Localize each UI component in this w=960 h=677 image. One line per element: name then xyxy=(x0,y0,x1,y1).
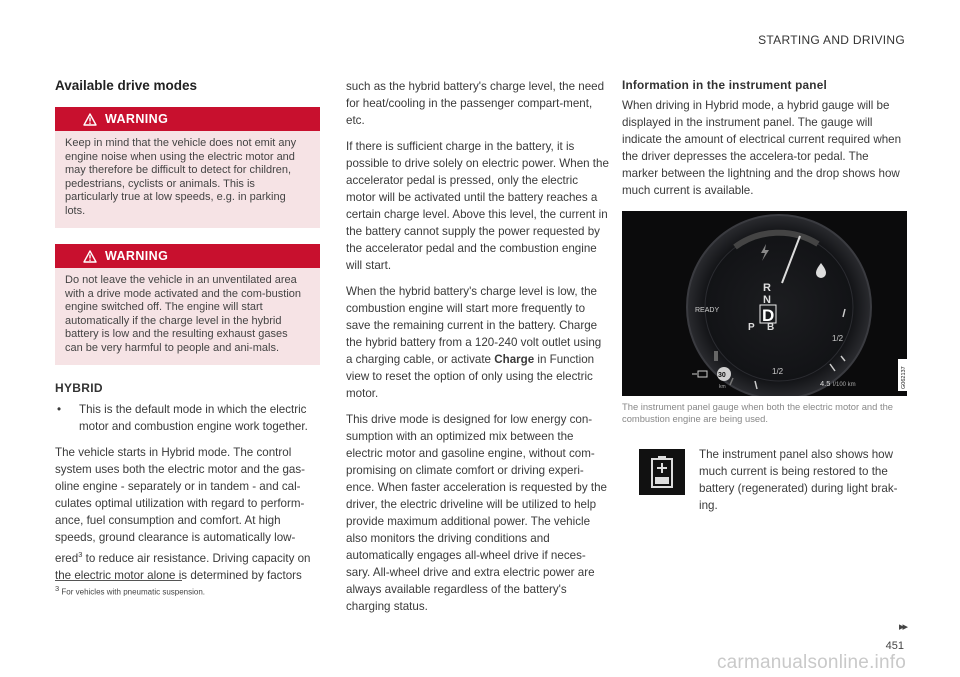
warning-triangle-icon xyxy=(83,250,97,263)
ready-label: READY xyxy=(695,307,720,314)
figure-code: G062137 xyxy=(901,366,907,389)
battery-info-row xyxy=(622,446,907,514)
regen-icon-small xyxy=(692,371,707,377)
speed-value: 30 xyxy=(718,372,726,379)
paragraph-2: If there is sufficient charge in the battery, it is possible to drive solely on electric power. When the accelerator pedal is pressed, only the electric motor will be activated until the battery reaches a certain charge level. Above this level, the current in the battery cannot supply the power requested by the accelerator pedal and the combustion engine will start. xyxy=(346,140,609,272)
hybrid-paragraph-part2: to reduce air resistance. Driving capacity on the electric motor alone is determined by factors xyxy=(55,551,311,582)
next-page-icon[interactable]: ▸▸ xyxy=(898,621,906,633)
paragraph-1: such as the hybrid battery's charge level, the need for heat/cooling in the passenger compart-ment, etc. xyxy=(346,80,605,127)
footnote xyxy=(55,584,205,597)
warning-box-1 xyxy=(55,107,320,228)
gear-n: N xyxy=(763,294,771,306)
warning-triangle-icon xyxy=(83,113,97,126)
instrument-panel-paragraph: When driving in Hybrid mode, a hybrid gauge will be displayed in the instrument panel. The gauge will indicate the amount of electrical current required when the driver depresses the accelera-tor pedal. The marker between the lightning and the drop shows how much current is available. xyxy=(622,99,902,197)
hybrid-heading: HYBRID xyxy=(55,381,103,395)
paragraph-3 xyxy=(346,283,609,402)
speed-unit: km xyxy=(719,384,726,390)
watermark: carmanualsonline.info xyxy=(716,652,906,673)
footnote-divider xyxy=(55,580,182,581)
column-left xyxy=(55,78,320,593)
consumption-unit: l/100 km xyxy=(833,382,856,388)
paragraph-3-part2: in Function view to reset the option of only using the electric motor. xyxy=(346,353,595,400)
consumption-value: 4.5 xyxy=(820,379,831,388)
battery-paragraph: The instrument panel also shows how much current is being restored to the battery (regenerated) during light brak-ing. xyxy=(699,448,898,512)
bullet-dot: • xyxy=(57,403,62,416)
page-number: 451 xyxy=(885,640,904,652)
warning-header-1 xyxy=(55,107,320,131)
battery-charge-icon xyxy=(639,449,685,495)
instrument-panel-heading: Information in the instrument panel xyxy=(622,78,827,92)
hybrid-gauge xyxy=(622,211,907,396)
gear-d: D xyxy=(762,306,775,325)
gear-b: B xyxy=(767,322,775,333)
section-header: STARTING AND DRIVING xyxy=(758,33,905,47)
column-right xyxy=(622,78,907,514)
warning-box-2 xyxy=(55,244,320,365)
warning-header-2 xyxy=(55,244,320,268)
hybrid-gauge-image xyxy=(622,211,907,396)
hybrid-paragraph xyxy=(55,444,320,584)
footnote-text: For vehicles with pneumatic suspension. xyxy=(61,587,206,597)
bullet-text: This is the default mode in which the electric motor and combustion engine work together. xyxy=(79,403,308,433)
hybrid-paragraph-part1: The vehicle starts in Hybrid mode. The control system uses both the electric motor and the gas-oline engine - separately or in tandem - and cal-culates optimal utilization with regard to perform-ance, fuel consumption and comfort. At high speeds, ground clearance is automatically low-ered xyxy=(55,446,306,565)
warning-label-1: WARNING xyxy=(105,112,169,126)
footnote-number: 3 xyxy=(55,584,60,593)
half-bottom: 1/2 xyxy=(772,367,784,376)
gear-p: P xyxy=(748,322,755,333)
column-middle xyxy=(346,78,609,624)
gear-r: R xyxy=(763,282,771,294)
warning-text-2: Do not leave the vehicle in an unventilated area with a drive mode activated and the com-bustion engine switched off. The engine will start automatically if the charge level in the hybrid battery is low and the resulting exhaust gases can be very harmful to people and ani-mals. xyxy=(55,268,320,365)
gauge-caption: The instrument panel gauge when both the electric motor and the combustion engine are being used. xyxy=(622,401,894,424)
warning-text-1: Keep in mind that the vehicle does not emit any engine noise when using the electric motor and may therefore be difficult to detect for children, pedestrians, cyclists or animals. This is particularly true at low speeds, e.g. in parking lots. xyxy=(55,131,320,228)
page-title: Available drive modes xyxy=(55,78,198,93)
paragraph-3-part1: When the hybrid battery's charge level is low, the combustion engine will start more frequently to save the remaining current in the battery. Charge the hybrid battery from a 120-240 volt outlet using a charging cable, or activate xyxy=(346,285,602,366)
warning-label-2: WARNING xyxy=(105,249,169,263)
paragraph-4: This drive mode is designed for low energy con-sumption with an optimized mix between the electric motor and gasoline engine, without com-promising on climate comfort or driving experi-ence. When faster acceleration is requested by the driver, the electric driveline will be utilized to help provide maximum additional power. The vehicle also monitors the driving conditions and automatically engages all-wheel drive if neces-sary. All-wheel drive and extra electric power are always available regardless of the battery's charging status. xyxy=(346,413,608,613)
bullet-item xyxy=(55,401,320,435)
footnote-ref[interactable]: 3 xyxy=(78,550,83,559)
half-right: 1/2 xyxy=(832,334,844,343)
charge-keyword: Charge xyxy=(494,353,535,366)
